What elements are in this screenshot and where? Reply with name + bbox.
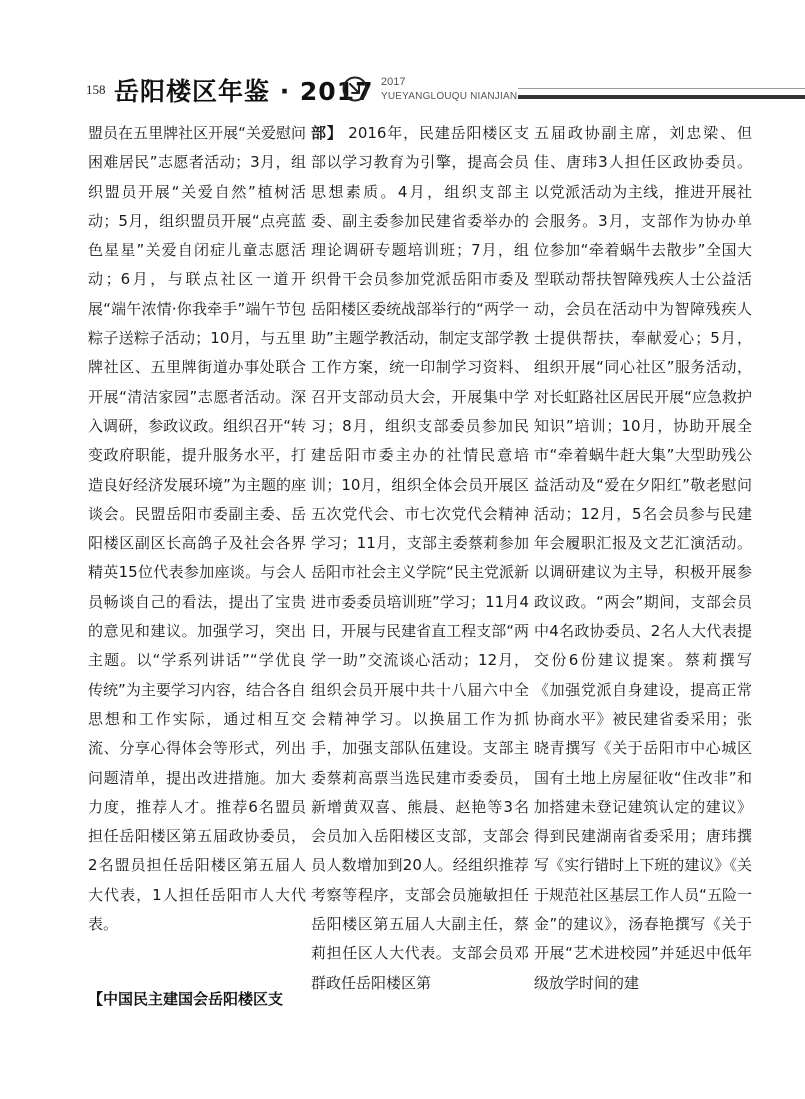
circled-arrow-icon [342,76,368,102]
text-column-1 [88,119,306,939]
column-1-text: 盟员在五里牌社区开展“关爱慰问困难居民”志愿者活动；3月，组织盟员开展“关爱自然”植树活动；5月，组织盟员开展“点亮蓝色星星”关爱自闭症儿童志愿活动；6月，与联点社区一道开展“端午浓情·你我牵手”端午节包粽子送粽子活动；10月，与五里牌社区、五里牌街道办事处联合开展“清洁家园”志愿者活动。深入调研，参政议政。组织召开“转变政府职能，提升服务水平，打造良好经济发展环境”为主题的座谈会。民盟岳阳市委副主委、岳阳楼区副区长高鸽子及社会各界精英15位代表参加座谈。与会人员畅谈自己的看法，提出了宝贵的意见和建议。加强学习，突出主题。以“学系列讲话”“学优良传统”为主要学习内容，结合各自思想和工作实际，通过相互交流、分享心得体会等形式，列出问题清单，提出改进措施。加大力度，推荐人才。推荐6名盟员担任岳阳楼区第五届政协委员，2名盟员担任岳阳楼区第五届人大代表，1人担任岳阳市人大代表。 [88,124,306,934]
page-header [0,0,805,120]
book-title: 岳阳楼区年鉴 · 2017 [114,77,374,106]
text-column-3 [534,119,752,998]
section-heading-continuation: 部】 [311,124,343,142]
header-rule [518,95,805,99]
column-3-text: 五届政协副主席，刘忠梁、但佳、唐玮3人担任区政协委员。以党派活动为主线，推进开展社会服务。3月，支部作为协办单位参加“牵着蜗牛去散步”全国大型联动帮扶智障残疾人士公益活动，会员在活动中为智障残疾人士提供帮扶，奉献爱心；5月，组织开展“同心社区”服务活动，对长虹路社区居民开展“应急救护知识”培训；10月，协助开展全市“牵着蜗牛赶大集”大型助残公益活动及“爱在夕阳红”敬老慰问活动；12月，5名会员参与民建年会履职汇报及文艺汇演活动。以调研建议为主导，积极开展参政议政。“两会”期间，支部会员中4名政协委员、2名人大代表提交份6份建议提案。蔡莉撰写《加强党派自身建设，提高正常协商水平》被民建省委采用；张晓青撰写《关于岳阳市中心城区国有土地上房屋征收“住改非”和加搭建未登记建筑认定的建议》得到民建湖南省委采用；唐玮撰写《实行错时上下班的建议》《关于规范社区基层工作人员“五险一金”的建议》，汤春艳撰写《关于开展“艺术进校园”并延迟中低年级放学时间的建 [534,124,752,992]
page-number: 158 [86,82,106,97]
section-heading: 【中国民主建国会岳阳楼区支 [88,990,284,1008]
header-rule-thin [518,88,805,89]
text-column-2 [311,119,529,998]
yearbook-pinyin: YUEYANGLOUQU NIANJIAN [381,91,518,102]
column-2-paragraph [311,119,529,998]
column-2-text: 2016年，民建岳阳楼区支部以学习教育为引擎，提高会员思想素质。4月，组织支部主委、副主委参加民建省委举办的理论调研专题培训班；7月，组织骨干会员参加党派岳阳市委及岳阳楼区委统战部举行的“两学一助”主题学教活动，制定支部学教工作方案，统一印制学习资料、召开支部动员大会，开展集中学习；8月，组织支部委员参加民建岳阳市委主办的社情民意培训；10月，组织全体会员开展区五次党代会、市七次党代会精神学习；11月，支部主委蔡莉参加岳阳市社会主义学院“民主党派新进市委委员培训班”学习；11月4日，开展与民建省直工程支部“两学一助”交流谈心活动；12月，组织会员开展中共十八届六中全会精神学习。以换届工作为抓手，加强支部队伍建设。支部主委蔡莉高票当选民建市委委员，新增黄双喜、熊晨、赵艳等3名会员加入岳阳楼区支部，支部会员人数增加到20人。经组织推荐考察等程序，支部会员施敏担任岳阳楼区第五届人大副主任，蔡莉担任区人大代表。支部会员邓群政任岳阳楼区第 [311,124,529,992]
yearbook-year: 2017 [381,76,406,88]
